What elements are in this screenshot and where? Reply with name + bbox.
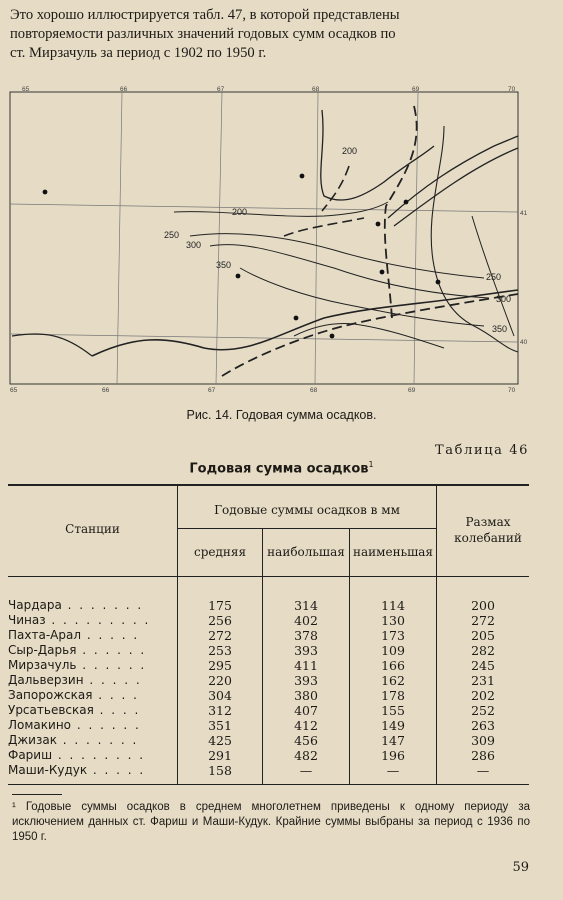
precipitation-map: [4, 86, 552, 408]
footnote-rule: [12, 794, 62, 795]
right-tick: 40: [520, 339, 528, 346]
cell-range: 263: [471, 718, 495, 733]
leader-dots: . . . . .: [81, 628, 140, 642]
cell-max: 393: [294, 643, 318, 658]
isoline-label: 250: [486, 272, 502, 282]
cell-min: 109: [381, 643, 405, 658]
footnote: ¹ Годовые суммы осадков в среднем многолетнем приведены к одному периоду за исключением данных ст. Фариш и Маши-Кудук. Крайние суммы выбраны за период с 1936 по 1950 г.: [12, 801, 530, 843]
dashed-boundary: [222, 294, 518, 376]
station-name: Маши-Кудук: [8, 763, 88, 777]
table-title-text: Годовая сумма осадков: [189, 461, 369, 477]
meridian-67: [216, 92, 222, 384]
station-row: [8, 763, 150, 778]
figure-caption: Рис. 14. Годовая сумма осадков.: [186, 408, 377, 422]
isoline-300: [210, 245, 489, 298]
leader-dots: . . . . . .: [71, 718, 141, 732]
isoline-label: 200: [342, 146, 358, 156]
station-dot: [300, 174, 305, 179]
station-row: [8, 718, 150, 733]
header-avg: средняя: [193, 545, 247, 559]
header-subrule: [178, 528, 436, 529]
leader-dots: . . . . . .: [76, 643, 147, 657]
station-row: [8, 733, 150, 748]
cell-range: 309: [471, 733, 495, 748]
station-name: Ломакино: [8, 718, 72, 732]
station-name: Запорожская: [8, 688, 93, 702]
station-name: Дальверзин: [8, 673, 84, 687]
cell-range: 200: [471, 598, 495, 613]
cell-range: 286: [471, 748, 495, 763]
river: [394, 148, 518, 226]
station-name: Джизак: [8, 733, 57, 747]
footnote-marker: 1: [368, 460, 374, 469]
station-dot: [376, 222, 381, 227]
cell-avg: 304: [208, 688, 232, 703]
cell-max: 456: [294, 733, 318, 748]
cell-min: 130: [381, 613, 405, 628]
station-name: Мирзачуль: [8, 658, 77, 672]
station-row: [8, 643, 150, 658]
station-dot: [404, 200, 409, 205]
header-group: Годовые суммы осадков в мм: [214, 503, 400, 517]
cell-avg: 256: [208, 613, 232, 628]
station-column: [8, 598, 150, 778]
cell-range: 272: [471, 613, 495, 628]
top-tick: 70: [508, 86, 516, 93]
station-row: [8, 598, 150, 613]
leader-dots: . . . . . . .: [61, 598, 144, 612]
station-dot: [436, 280, 441, 285]
cell-range: 282: [471, 643, 495, 658]
isoline-label: 300: [496, 294, 512, 304]
cell-avg: 253: [208, 643, 232, 658]
bottom-tick: 67: [208, 387, 216, 394]
station-row: [8, 673, 150, 688]
right-tick: 41: [520, 210, 528, 217]
station-name: Фариш: [8, 748, 53, 762]
station-name: Пахта-Арал: [8, 628, 82, 642]
cell-range: 252: [471, 703, 495, 718]
station-dot: [380, 270, 385, 275]
top-tick: 68: [312, 86, 320, 93]
leader-dots: . . . . . .: [76, 658, 147, 672]
station-dot: [43, 190, 48, 195]
bottom-tick: 65: [10, 387, 18, 394]
isoline-label: 350: [216, 260, 232, 270]
cell-max: 407: [294, 703, 318, 718]
leader-dots: . . . .: [93, 703, 141, 717]
cell-avg: 295: [208, 658, 232, 673]
cell-min: 166: [381, 658, 405, 673]
cell-avg: 158: [208, 763, 232, 778]
bottom-tick: 68: [310, 387, 318, 394]
header-max: наибольшая: [267, 545, 345, 559]
meridian-68: [315, 92, 318, 384]
river: [388, 136, 518, 218]
cell-avg: 312: [208, 703, 232, 718]
table-top-rule: [8, 484, 529, 486]
cell-range: 202: [471, 688, 495, 703]
table-label: Таблица 46: [435, 443, 529, 458]
station-row: [8, 748, 150, 763]
cell-min: —: [386, 763, 400, 778]
cell-min: 162: [381, 673, 405, 688]
cell-max: 482: [294, 748, 318, 763]
bottom-tick: 70: [508, 387, 516, 394]
leader-dots: . . . . . . . . .: [45, 613, 151, 627]
station-name: Урсатьевская: [8, 703, 94, 717]
cell-max: 411: [294, 658, 318, 673]
map-frame: [10, 92, 518, 384]
isoline-label: 350: [492, 324, 508, 334]
page-number: 59: [512, 860, 529, 875]
max-column: [263, 598, 349, 778]
header-range: Размах колебаний: [454, 515, 522, 545]
station-dot: [294, 316, 299, 321]
cell-min: 196: [381, 748, 405, 763]
bottom-tick: 69: [408, 387, 416, 394]
cell-range: 205: [471, 628, 495, 643]
dashed-boundary: [284, 218, 364, 236]
cell-min: 155: [381, 703, 405, 718]
cell-avg: 175: [208, 598, 232, 613]
cell-max: 314: [294, 598, 318, 613]
leader-dots: . . . . .: [87, 763, 146, 777]
cell-min: 147: [381, 733, 405, 748]
station-name: Чардара: [8, 598, 62, 612]
isoline-label: 250: [164, 230, 180, 240]
leader-dots: . . . . . . . .: [52, 748, 146, 762]
station-row: [8, 658, 150, 673]
station-name: Чиназ: [8, 613, 46, 627]
leader-dots: . . . .: [92, 688, 139, 702]
intro-paragraph: [10, 6, 535, 63]
river: [431, 126, 518, 352]
leader-dots: . . . . . . .: [56, 733, 139, 747]
cell-min: 149: [381, 718, 405, 733]
station-row: [8, 613, 150, 628]
cell-avg: 220: [208, 673, 232, 688]
table-bottom-rule: [8, 784, 529, 785]
intro-line: повторяемости различных значений годовых сумм осадков по: [10, 26, 396, 42]
cell-min: 173: [381, 628, 405, 643]
min-column: [350, 598, 436, 778]
cell-max: 402: [294, 613, 318, 628]
station-name: Сыр-Дарья: [8, 643, 77, 657]
dashed-boundary: [322, 166, 349, 211]
cell-min: 178: [381, 688, 405, 703]
top-tick: 69: [412, 86, 420, 93]
top-tick: 67: [217, 86, 225, 93]
leader-dots: . . . . .: [83, 673, 142, 687]
station-row: [8, 628, 150, 643]
cell-max: —: [299, 763, 313, 778]
cell-avg: 291: [208, 748, 232, 763]
intro-line: ст. Мирзачуль за период с 1902 по 1950 г.: [10, 45, 267, 61]
station-dot: [236, 274, 241, 279]
parallel-41: [10, 204, 518, 212]
cell-max: 378: [294, 628, 318, 643]
range-column: [437, 598, 529, 778]
cell-max: 412: [294, 718, 318, 733]
river: [12, 334, 92, 356]
cell-min: 114: [381, 598, 405, 613]
header-min: наименьшая: [353, 545, 433, 559]
river: [294, 324, 444, 349]
cell-avg: 272: [208, 628, 232, 643]
station-row: [8, 688, 150, 703]
isoline-label: 200: [232, 207, 248, 217]
meridian-66: [117, 92, 122, 384]
top-tick: 65: [22, 86, 30, 93]
cell-range: —: [476, 763, 490, 778]
cell-avg: 351: [208, 718, 232, 733]
station-dot: [330, 334, 335, 339]
cell-range: 231: [471, 673, 495, 688]
header-stations: Станции: [65, 522, 120, 536]
cell-avg: 425: [208, 733, 232, 748]
top-tick: 66: [120, 86, 128, 93]
cell-max: 380: [294, 688, 318, 703]
header-bottom-rule: [8, 576, 529, 577]
station-row: [8, 703, 150, 718]
cell-max: 393: [294, 673, 318, 688]
avg-column: [178, 598, 262, 778]
bottom-tick: 66: [102, 387, 110, 394]
isoline-250: [190, 234, 484, 278]
intro-line: Это хорошо иллюстрируется табл. 47, в которой представлены: [10, 7, 400, 23]
cell-range: 245: [471, 658, 495, 673]
isoline-label: 300: [186, 240, 202, 250]
table-title: [0, 460, 563, 476]
